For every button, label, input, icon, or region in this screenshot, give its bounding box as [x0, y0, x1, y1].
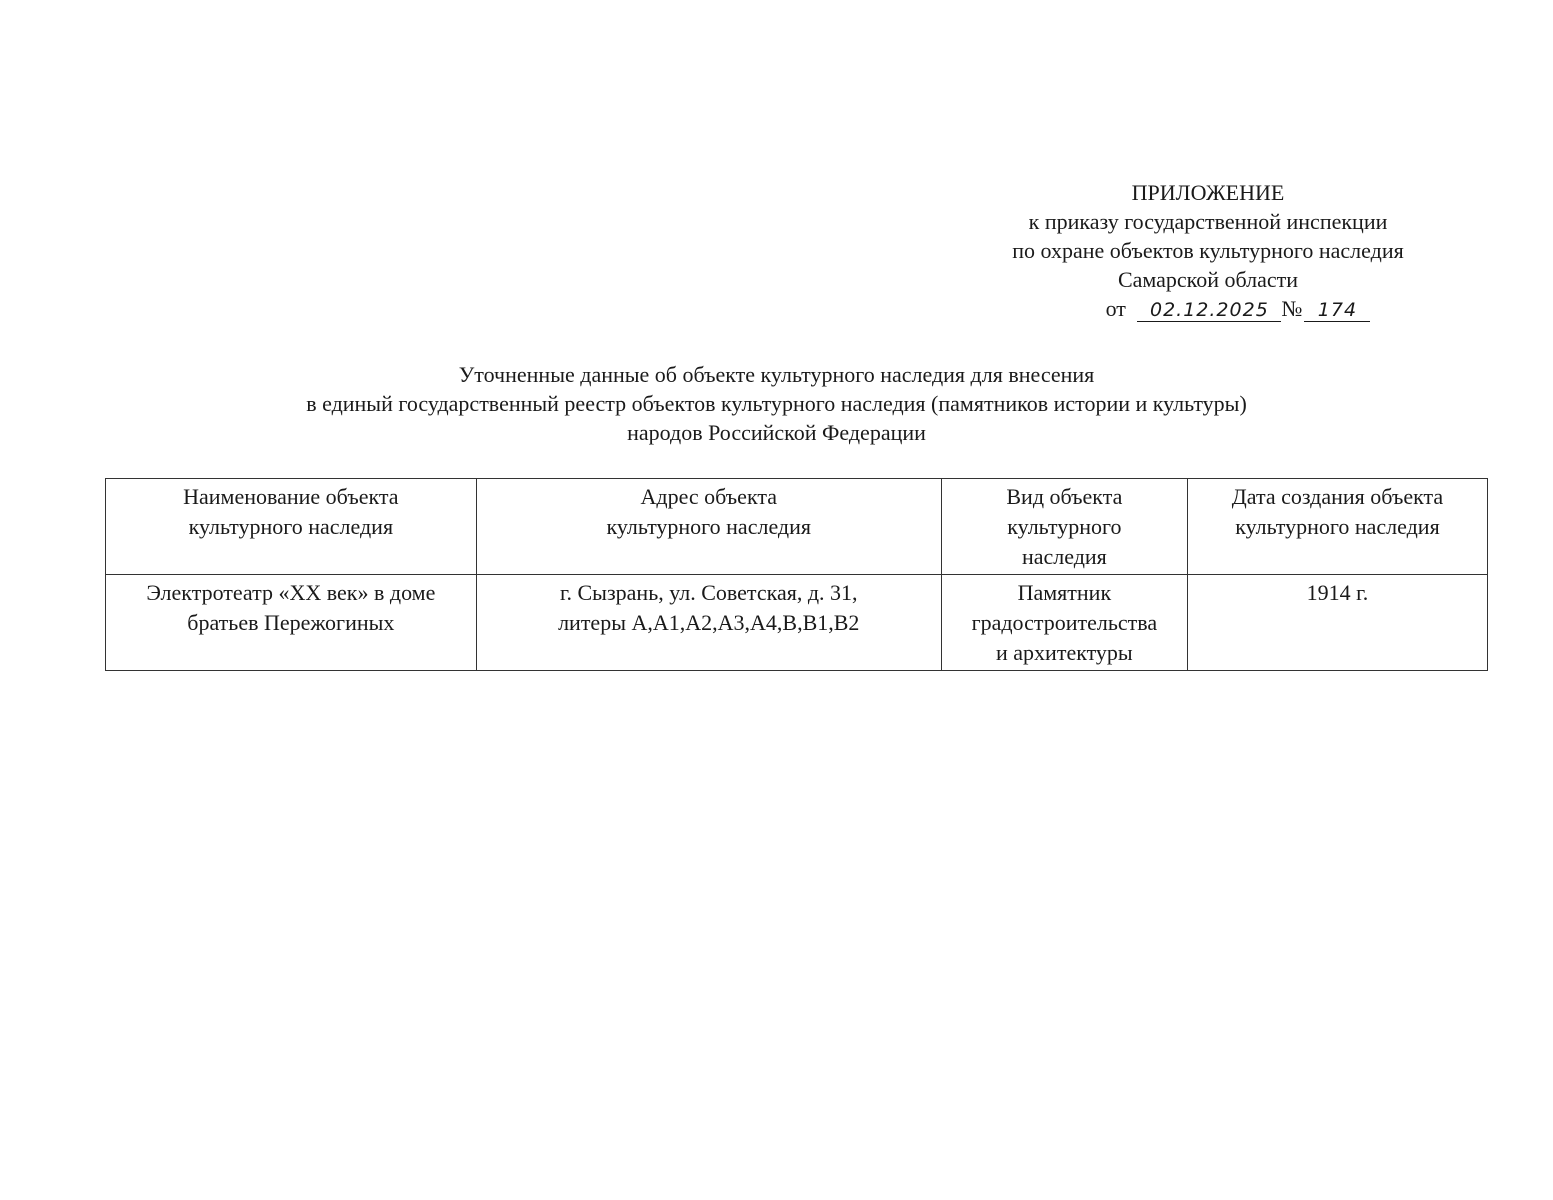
- document-title: [0, 360, 1553, 447]
- appendix-line-1: к приказу государственной инспекции: [1028, 209, 1388, 234]
- order-date-number-line: [1000, 294, 1476, 323]
- appendix-line-2: по охране объектов культурного наследия: [1012, 238, 1404, 263]
- header-object-address: Адрес объекта культурного наследия: [476, 479, 941, 575]
- title-line-2: в единый государственный реестр объектов культурного наследия (памятников истории и культуры): [306, 391, 1247, 416]
- cell-object-address: г. Сызрань, ул. Советская, д. 31, литеры А,А1,А2,А3,А4,В,В1,В2: [476, 575, 941, 671]
- header-object-name: Наименование объекта культурного наследия: [106, 479, 477, 575]
- appendix-line-3: Самарской области: [1117, 267, 1299, 292]
- appendix-heading: ПРИЛОЖЕНИЕ: [1131, 180, 1285, 205]
- title-line-3: народов Российской Федерации: [627, 420, 926, 445]
- cell-creation-date: 1914 г.: [1187, 575, 1487, 671]
- number-sign: №: [1281, 296, 1303, 321]
- header-creation-date: Дата создания объекта культурного наследия: [1187, 479, 1487, 575]
- appendix-block: [940, 178, 1476, 323]
- header-object-type: Вид объекта культурного наследия: [941, 479, 1187, 575]
- table-header-row: [106, 479, 1488, 575]
- cell-object-name: Электротеатр «XX век» в доме братьев Пережогиных: [106, 575, 477, 671]
- table-row: [106, 575, 1488, 671]
- heritage-object-table: [105, 478, 1488, 671]
- cell-object-type: Памятник градостроительства и архитектуры: [941, 575, 1187, 671]
- title-line-1: Уточненные данные об объекте культурного наследия для внесения: [458, 362, 1095, 387]
- handwritten-number: 174: [1304, 299, 1370, 322]
- handwritten-date: 02.12.2025: [1137, 299, 1281, 322]
- date-prefix: от: [1105, 296, 1126, 321]
